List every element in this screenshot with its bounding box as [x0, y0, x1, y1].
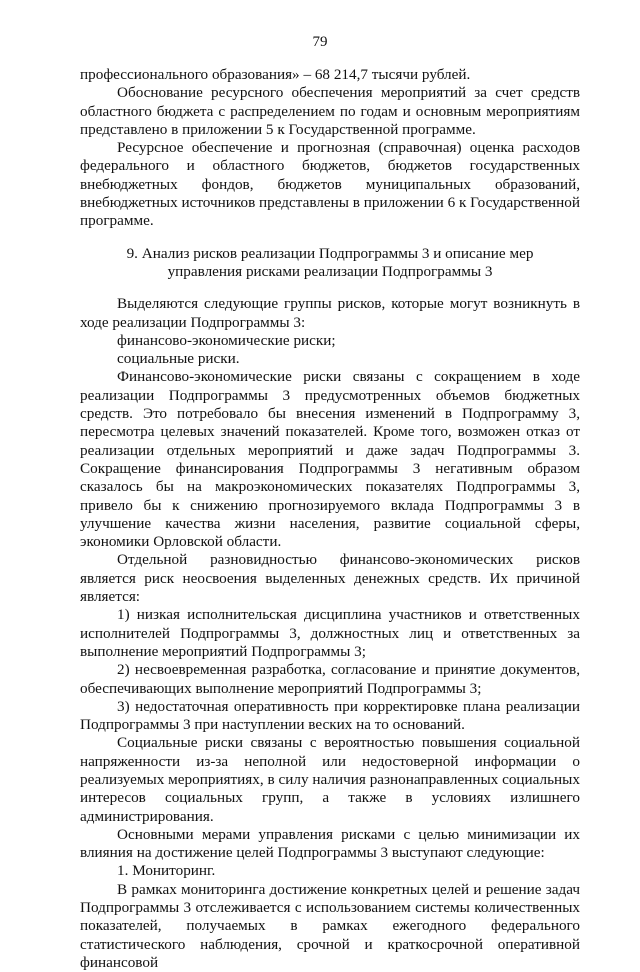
paragraph-3: Ресурсное обеспечение и прогнозная (справочная) оценка расходов федерального и областного бюджетов, бюджетов государственных внебюджетных фондов, бюджетов муниципальных образований, внебюджетных источников представлены в приложении 6 к Государственной программе.	[80, 139, 580, 230]
list-item-1: 1) низкая исполнительская дисциплина участников и ответственных исполнителей Подпрограммы 3, должностных лиц и ответственных за выполнение мероприятий Подпрограммы 3;	[80, 606, 580, 660]
list-item-financial-risks: финансово-экономические риски;	[117, 331, 336, 349]
list-item-social-risks: социальные риски.	[117, 350, 240, 368]
document-body	[80, 66, 580, 972]
paragraph-7: Финансово-экономические риски связаны с сокращением в ходе реализации Подпрограммы 3 предусмотренных объемов бюджетных средств. Это потребовало бы внесения изменений в Подпрограмму 3, пересмотра целевых значений показателей. Кроме того, возможен отказ от реализации отдельных мероприятий и даже задач Подпрограммы 3. Сокращение финансирования Подпрограммы 3 негативным образом сказалось бы на макроэкономических показателях Подпрограммы 3, привело бы к снижению прогнозируемого вклада Подпрограммы 3 в улучшение качества жизни населения, развитие социальной сферы, экономики Орловской области.	[80, 368, 580, 551]
section-heading: 9. Анализ рисков реализации Подпрограммы 3 и описание мер управления рисками реализации Подпрограммы 3	[126, 244, 534, 280]
paragraph-1: профессионального образования» – 68 214,7 тысячи рублей.	[80, 66, 471, 83]
paragraph-13: Основными мерами управления рисками с целью минимизации их влияния на достижение целей Подпрограммы 3 выступают следующие:	[80, 825, 580, 862]
paragraph-12: Социальные риски связаны с вероятностью повышения социальной напряженности из-за неполной или недостоверной информации о реализуемых мероприятиях, в силу наличия разнонаправленных социальных интересов социальных групп, а также в условиях излишнего администрирования.	[80, 734, 580, 825]
page-number: 79	[312, 34, 328, 50]
list-item-2: 2) несвоевременная разработка, согласование и принятие документов, обеспечивающих выполнение мероприятий Подпрограммы 3;	[80, 661, 580, 697]
list-item-3: 3) недостаточная оперативность при корректировке плана реализации Подпрограммы 3 при наступлении веских на то оснований.	[80, 697, 580, 734]
paragraph-2: Обоснование ресурсного обеспечения мероприятий за счет средств областного бюджета с распределением по годам и основным мероприятиям представлено в приложении 5 к Государственной программе.	[80, 84, 580, 138]
paragraph-8: Отдельной разновидностью финансово-экономических рисков является риск неосвоения выделенных денежных средств. Их причиной является:	[80, 551, 580, 606]
paragraph-15: В рамках мониторинга достижение конкретных целей и решение задач Подпрограммы 3 отслеживается с использованием системы количественных показателей, получаемых в рамках ежегодного федерального статистического наблюдения, срочной и краткосрочной оперативной финансовой	[80, 880, 580, 971]
paragraph-4: Выделяются следующие группы рисков, которые могут возникнуть в ходе реализации Подпрограммы 3:	[80, 295, 580, 331]
list-item-monitoring: 1. Мониторинг.	[117, 862, 216, 880]
